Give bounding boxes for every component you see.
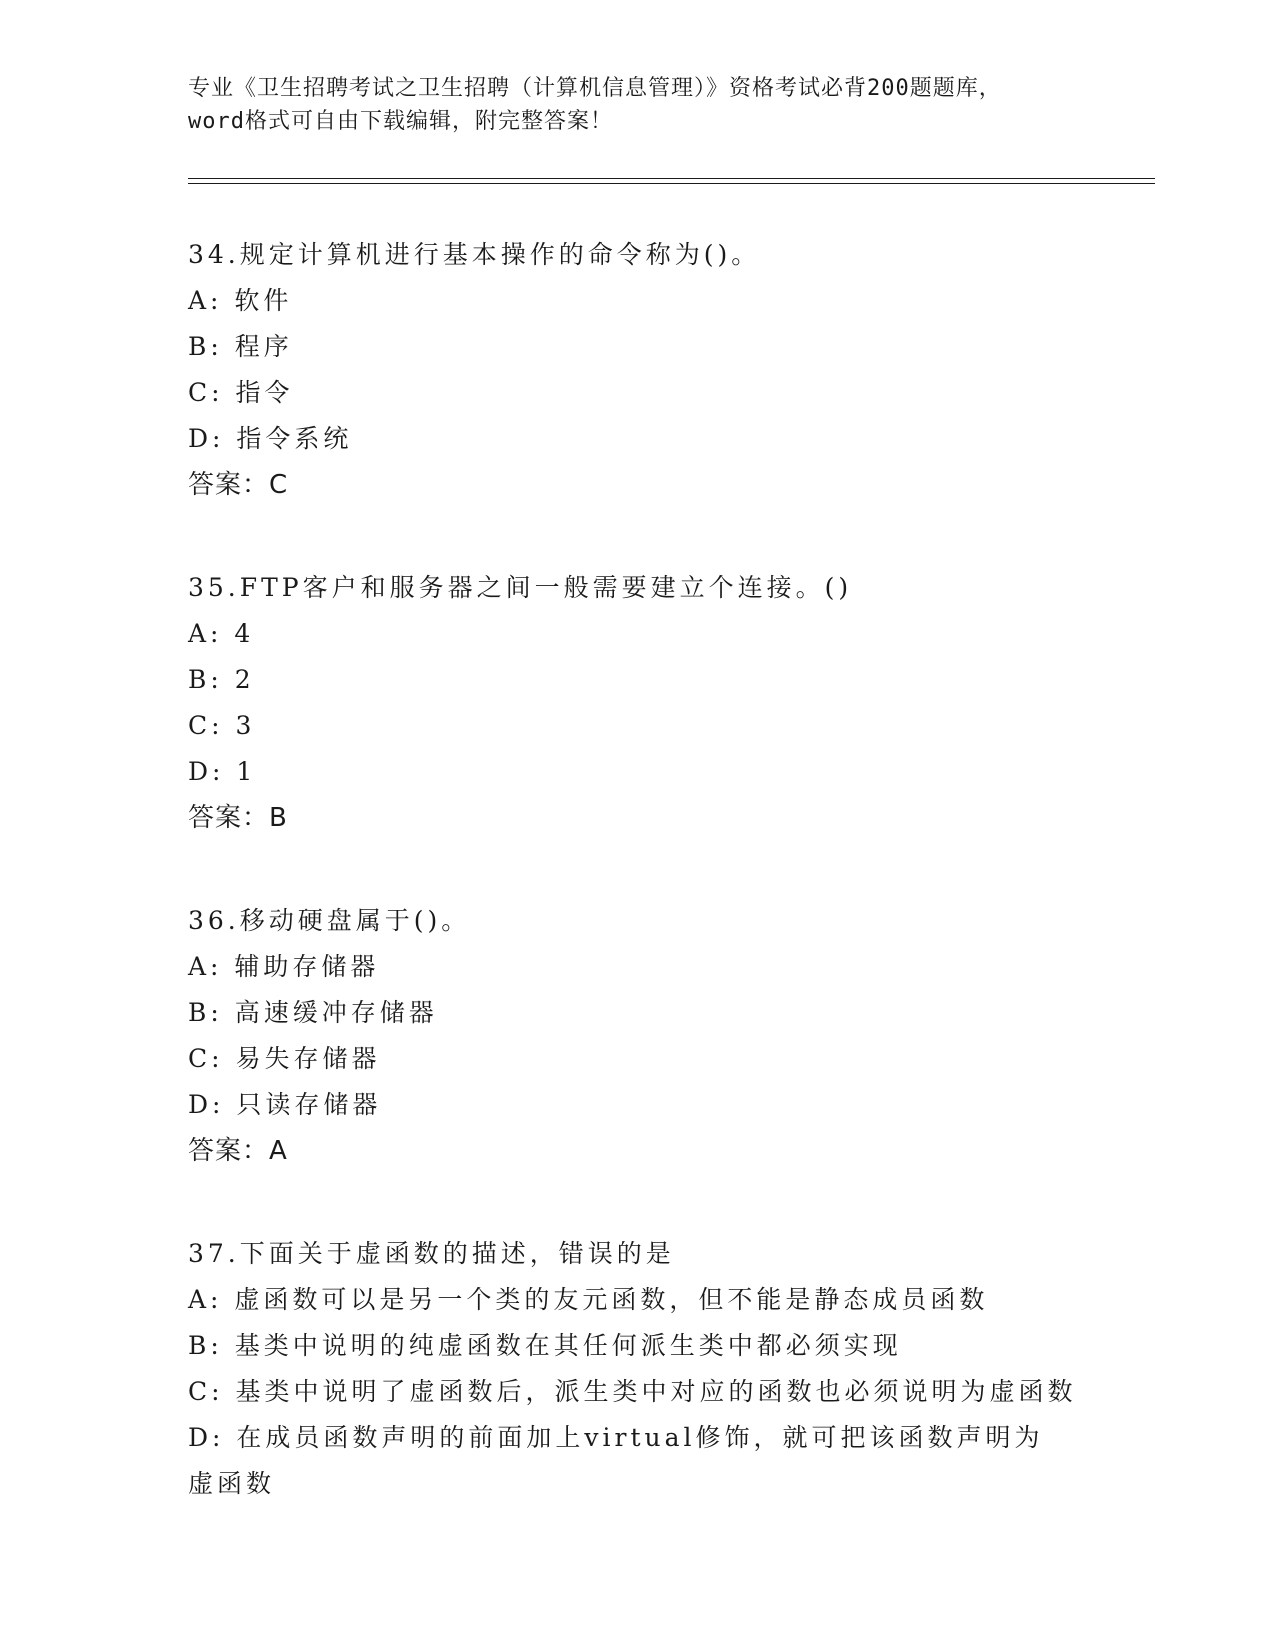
option-d: D: 指令系统 [188,424,353,453]
option-b: B: 2 [188,665,255,694]
option-d: D: 在成员函数声明的前面加上virtual修饰，就可把该函数声明为虚函数 [188,1423,1044,1498]
option-a: A: 4 [188,619,255,648]
header-divider-top [188,178,1155,179]
option-c: C: 3 [188,711,256,740]
question-stem: 34.规定计算机进行基本操作的命令称为()。 [188,240,761,269]
header-line-1: 专业《卫生招聘考试之卫生招聘（计算机信息管理）》资格考试必背200题题库， [188,76,1002,101]
answer: 答案：A [188,1136,288,1166]
question-list [188,232,1088,1564]
option-c: C: 指令 [188,378,294,407]
option-c: C: 易失存储器 [188,1044,381,1073]
question-37 [188,1231,1088,1507]
question-stem: 37.下面关于虚函数的描述，错误的是 [188,1239,675,1268]
option-a: A: 虚函数可以是另一个类的友元函数，但不能是静态成员函数 [188,1285,989,1314]
option-b: B: 基类中说明的纯虚函数在其任何派生类中都必须实现 [188,1331,902,1360]
answer: 答案：C [188,470,289,500]
question-stem: 35.FTP客户和服务器之间一般需要建立个连接。() [188,573,853,602]
option-b: B: 高速缓冲存储器 [188,998,438,1027]
header-divider-bottom [188,183,1155,184]
question-34 [188,232,1088,508]
option-d: D: 1 [188,757,257,786]
option-b: B: 程序 [188,332,293,361]
option-d: D: 只读存储器 [188,1090,382,1119]
question-35 [188,565,1088,841]
option-c: C: 基类中说明了虚函数后，派生类中对应的函数也必须说明为虚函数 [188,1377,1077,1406]
option-a: A: 软件 [188,286,293,315]
document-header [188,72,1088,138]
question-36 [188,898,1088,1174]
option-a: A: 辅助存储器 [188,952,380,981]
header-line-2: word格式可自由下载编辑，附完整答案！ [188,109,613,134]
answer: 答案：B [188,803,288,833]
question-stem: 36.移动硬盘属于()。 [188,906,471,935]
